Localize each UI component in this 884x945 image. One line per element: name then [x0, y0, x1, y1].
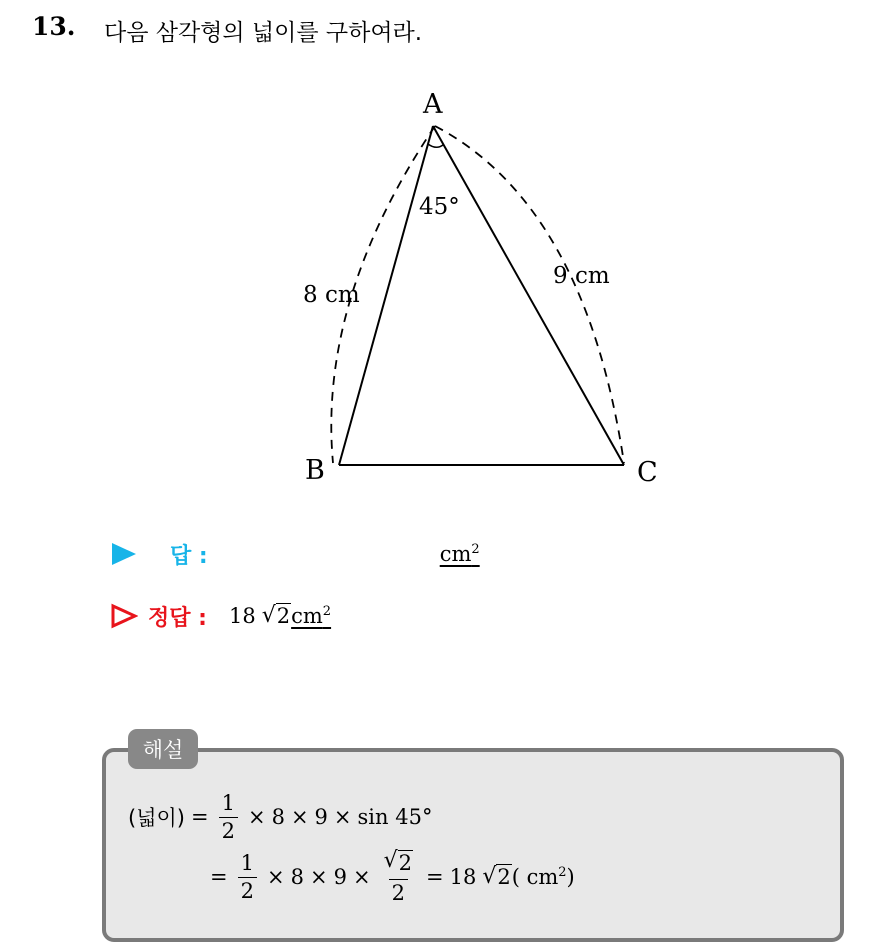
area-label: (넓이) — [128, 806, 185, 830]
side-ac-dashed-arc — [435, 126, 624, 463]
vertex-b-label: B — [305, 455, 325, 486]
angle-label: 45° — [419, 194, 460, 220]
correct-answer-label: 정답 : — [148, 605, 207, 631]
vertex-a-label: A — [423, 89, 443, 120]
side-ac-label: 9 cm — [553, 263, 610, 289]
result-coef: 18 — [449, 865, 477, 889]
correct-answer-coef: 18 — [228, 604, 256, 628]
equals-sign: = — [210, 865, 228, 889]
side-ac — [433, 126, 624, 465]
question-text: 다음 삼각형의 넓이를 구하여라. — [104, 20, 423, 46]
play-filled-icon — [110, 541, 138, 567]
correct-answer-sqrt — [262, 603, 291, 628]
answer-unit: $cm^2$ — [439, 542, 480, 566]
vertex-c-label: C — [637, 457, 658, 488]
solution-tab: 해설 — [128, 729, 198, 769]
correct-answer-unit: $cm^2$ — [291, 604, 332, 628]
correct-answer-radicand: 2 — [276, 604, 291, 629]
answer-label: 답 : — [170, 543, 208, 569]
answer-row — [110, 536, 480, 572]
solution-line-2: = $\frac{1}{2}$ × 8 × 9 × √ 2 2 = 18 √ 2 ( $cm^2$) — [210, 848, 575, 905]
equals-sign: = — [190, 805, 209, 829]
fraction-sqrt2-over-2: √ 2 2 — [383, 848, 412, 905]
sine-term: sin 45° — [357, 805, 433, 829]
angle-a-arc — [428, 144, 443, 147]
result-unit: ( $cm^2$) — [511, 865, 575, 889]
question-number: 13. — [32, 12, 76, 41]
fraction-half: $\frac{1}{2}$ — [219, 793, 238, 842]
correct-answer-row — [110, 598, 331, 634]
fraction-half: $\frac{1}{2}$ — [238, 853, 257, 902]
result-sqrt: √ 2 — [482, 864, 511, 890]
sqrt-sign: √ — [261, 603, 276, 629]
solution-line-1: (넓이) = $\frac{1}{2}$ × 8 × 9 × sin 45° — [128, 790, 433, 843]
play-outline-icon — [110, 603, 138, 629]
side-ab-label: 8 cm — [303, 282, 360, 308]
answer-blank[interactable] — [208, 539, 440, 569]
